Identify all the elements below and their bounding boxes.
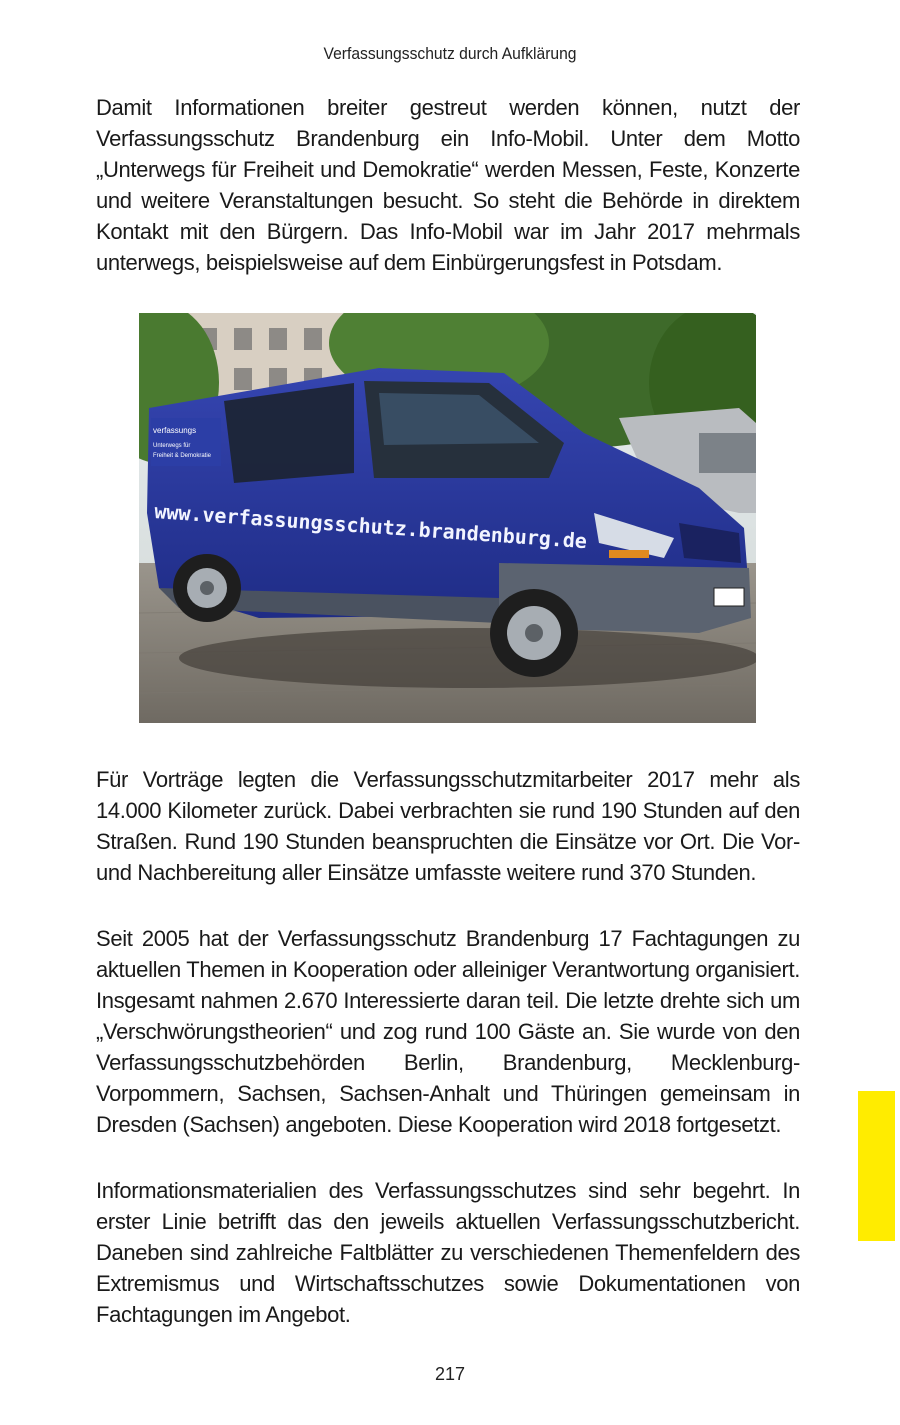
running-head: Verfassungsschutz durch Aufklärung [323, 44, 577, 63]
svg-text:Unterwegs für: Unterwegs für [153, 443, 191, 449]
van-lettering: www.verfassungsschutz.brandenburg.de [153, 499, 588, 554]
body-paragraph-info-mobil: Damit Informationen breiter gestreut werden können, nutzt der Verfassungsschutz Brandenburg ein Info-Mobil. Unter dem Motto „Unterwegs für Freiheit und Demokratie“ werden Messen, Feste, Konzerte und weitere Veranstaltungen besucht. So steht die Behörde in direktem Kontakt mit den Bürgern. Das Info-Mobil war im Jahr 2017 mehrmals unterwegs, beispielsweise auf dem Einbürgerungsfest in Potsdam. [96, 95, 800, 275]
body-paragraph-informationsmaterialien: Informationsmaterialien des Verfassungsschutzes sind sehr begehrt. In erster Linie betrifft das den jeweils aktuellen Verfassungsschutzbericht. Daneben sind zahlreiche Faltblätter zu verschiedenen Themenfeldern des Extremismus und Wirtschaftsschutzes sowie Dokumentationen von Fachtagungen im Angebot. [96, 1178, 800, 1327]
body-paragraph-vortraege: Für Vorträge legten die Verfassungsschutzmitarbeiter 2017 mehr als 14.000 Kilometer zurück. Dabei verbrachten sie rund 190 Stunden auf den Straßen. Rund 190 Stunden beanspruchten die Einsätze vor Ort. Die Vor- und Nachbereitung aller Einsätze umfasste weitere rund 370 Stunden. [96, 767, 800, 885]
van-front-wheel [490, 589, 578, 677]
svg-text:verfassungs: verfassungs [153, 426, 197, 435]
svg-text:Freiheit & Demokratie: Freiheit & Demokratie [153, 453, 212, 459]
page-number: 217 [434, 1364, 466, 1384]
chapter-thumb-tab [858, 1091, 895, 1241]
van-rear-wheel [173, 554, 241, 622]
body-paragraph-fachtagungen: Seit 2005 hat der Verfassungsschutz Brandenburg 17 Fachtagungen zu aktuellen Themen in Kooperation oder alleiniger Verantwortung organisiert. Insgesamt nahmen 2.670 Interessierte daran teil. Die letzte drehte sich um „Verschwörungstheorien“ und zog rund 100 Gäste an. Sie wurde von den Verfassungsschutzbehörden Berlin, Brandenburg, Mecklenburg-Vorpommern, Sachsen, Sachsen-Anhalt und Thüringen gemeinsam in Dresden (Sachsen) angeboten. Diese Kooperation wird 2018 fortgesetzt. [96, 926, 800, 1137]
info-mobil-van-photo [139, 313, 756, 723]
